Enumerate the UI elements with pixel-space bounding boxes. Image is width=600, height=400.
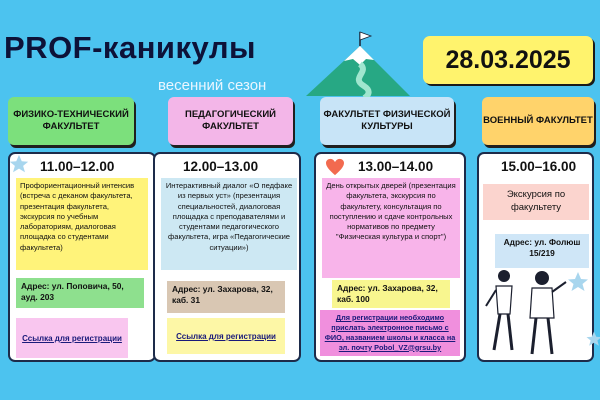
registration-link[interactable]: Ссылка для регистрации bbox=[167, 318, 285, 354]
mountain-flag-illustration bbox=[298, 28, 418, 100]
heart-icon bbox=[325, 158, 345, 176]
address: Адрес: ул. Захарова, 32, каб. 100 bbox=[332, 280, 450, 308]
schedule-card-physics bbox=[8, 152, 156, 362]
time-slot: 11.00–12.00 bbox=[40, 159, 115, 174]
faculty-header-sport: ФАКУЛЬТЕТ ФИЗИЧЕСКОЙ КУЛЬТУРЫ bbox=[320, 97, 454, 145]
address: Адрес: ул. Поповича, 50, ауд. 203 bbox=[16, 278, 144, 308]
event-description: Интерактивный диалог «О педфаке из первых уст» (презентация специальностей, диалоговая площадка с преподавателями и студентами педагогического факультета, игра «Педагогические ситуации») bbox=[161, 178, 297, 270]
season-subtitle: весенний сезон bbox=[158, 77, 267, 94]
page-title: PROF-каникулы bbox=[4, 30, 256, 65]
registration-note: Для регистрации необходимо прислать электронное письмо с ФИО, названием школы и класса на эл. почту Pobol_VZ@grsu.by bbox=[320, 310, 460, 356]
star-icon bbox=[8, 153, 30, 175]
faculty-header-military: ВОЕННЫЙ ФАКУЛЬТЕТ bbox=[482, 97, 594, 145]
event-description: День открытых дверей (презентация факультета, экскурсия по факультету, консультация по поступлению и сдаче контрольных нормативов по предмету "Физическая культура и спорт") bbox=[322, 178, 460, 278]
faculty-header-physics: ФИЗИКО-ТЕХНИЧЕСКИЙ ФАКУЛЬТЕТ bbox=[8, 97, 134, 145]
event-description: Профориентационный интенсив (встреча с деканом факультета, презентация факультета, экскурсия по учебным лабораториям, диалоговая площадка со студентами факультета) bbox=[16, 178, 148, 270]
time-slot: 12.00–13.00 bbox=[183, 159, 259, 174]
schedule-card-sport bbox=[314, 152, 466, 362]
people-illustration bbox=[482, 262, 572, 362]
time-slot: 15.00–16.00 bbox=[501, 159, 577, 174]
faculty-header-pedagogy: ПЕДАГОГИЧЕСКИЙ ФАКУЛЬТЕТ bbox=[168, 97, 293, 145]
time-slot: 13.00–14.00 bbox=[358, 159, 434, 174]
event-date: 28.03.2025 bbox=[423, 36, 593, 84]
schedule-card-pedagogy bbox=[153, 152, 301, 362]
registration-link[interactable]: Ссылка для регистрации bbox=[16, 318, 128, 358]
address: Адрес: ул. Захарова, 32, каб. 31 bbox=[167, 281, 285, 313]
event-description: Экскурсия по факультету bbox=[483, 184, 589, 220]
address: Адрес: ул. Фолюш 15/219 bbox=[495, 234, 589, 268]
star-icon bbox=[585, 330, 600, 348]
